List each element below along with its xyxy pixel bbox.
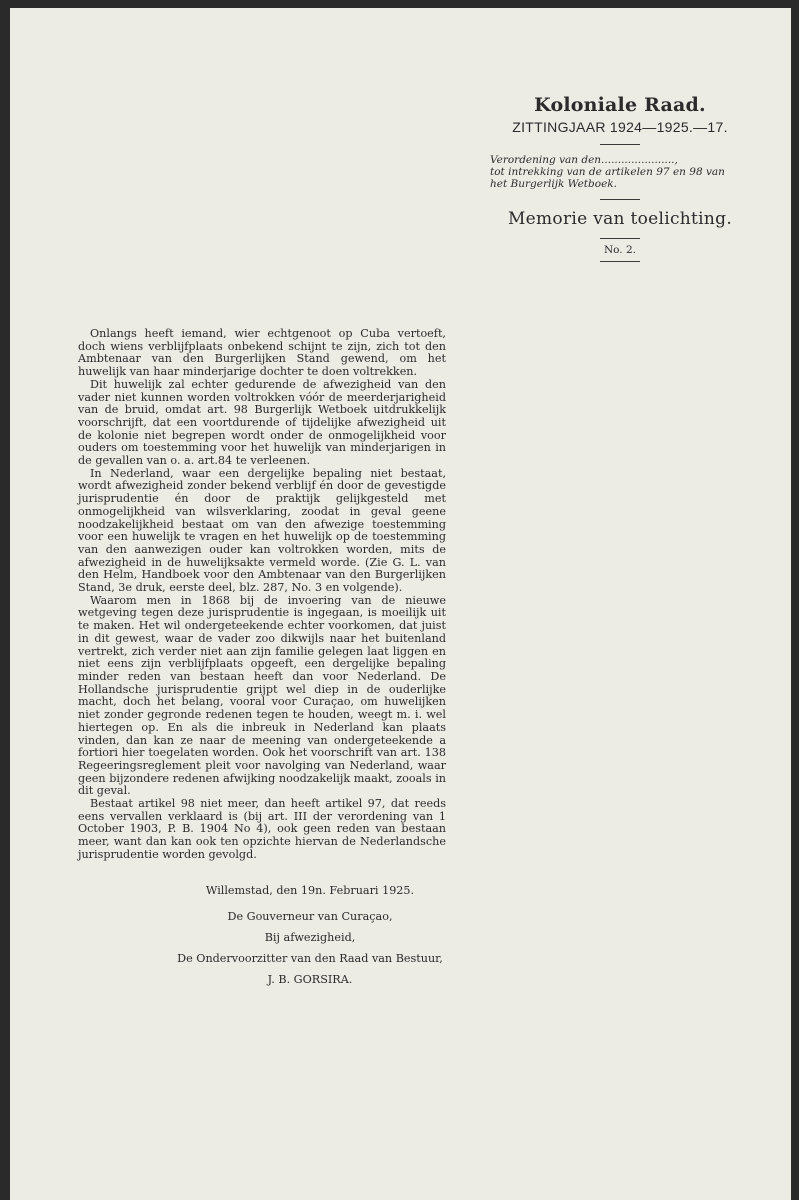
ordinance-line: het Burgerlijk Wetboek. [490, 178, 617, 190]
document-header [482, 94, 758, 262]
body-paragraph: Bestaat artikel 98 niet meer, dan heeft artikel 97, dat reeds eens vervallen verklaard is (bij art. III der verordening van 1 October 1903, P. B. 1904 No 4), ook geen reden van bestaan meer, want dan kan ook ten opzichte hiervan de Nederlandsche jurisprudentie worden gevolgd. [78, 797, 446, 861]
memorandum-body [78, 328, 446, 862]
ordinance-line: Verordening van den......................, [490, 154, 678, 166]
council-title: Koloniale Raad. [534, 94, 706, 116]
document-page [10, 8, 791, 1200]
body-paragraph: Waarom men in 1868 bij de invoering van de nieuwe wetgeving tegen deze jurisprudentie is ingegaan, is moeilijk uit te maken. Het wil ondergeteekende echter voorkomen, dat juist in dit gewest, waar de vader zoo dikwijls naar het buitenland vertrekt, zich verder niet aan zijn familie gelegen laat liggen en niet eens zijn verblijfplaats opgeeft, een dergelijke bepaling minder reden van bestaan heeft dan voor Nederland. De Hollandsche jurisprudentie grijpt wel diep in de ouderlijke macht, doch het belang, vooral voor Curaçao, om huwelijken niet zonder gegronde redenen tegen te houden, weegt m. i. wel hiertegen op. En als die inbreuk in Nederland kan plaats vinden, dan kan ze naar de meening van ondergeteekende a fortiori hier toegelaten worden. Ook het voorschrift van art. 138 Regeeringsreglement pleit voor navolging van Nederland, waar geen bijzondere redenen afwijking noodzakelijk maakt, zooals in dit geval. [78, 593, 446, 798]
header-divider [600, 199, 640, 200]
header-divider [600, 238, 640, 239]
ordinance-line: tot intrekking van de artikelen 97 en 98 van [490, 166, 725, 178]
signature-line: Bij afwezigheid, [264, 931, 356, 944]
header-divider [600, 261, 640, 262]
session-year: ZITTINGJAAR 1924—1925.—17. [512, 119, 728, 135]
signatory-name: J. B. GORSIRA. [267, 973, 353, 986]
signature-date: Willemstad, den 19n. Februari 1925. [205, 884, 415, 897]
body-paragraph: In Nederland, waar een dergelijke bepaling niet bestaat, wordt afwezigheid zonder bekend verblijf én door de gevestigde jurisprudentie én door de praktijk gelijkgesteld met onmogelijkheid van wilsverklaring, zoodat in geval geene noodzakelijkheid bestaat om van den afwezige toestemming voor een huwelijk te vragen en het huwelijk op de toestemming van den aanwezigen ouder kan voltrokken worden, mits de afwezigheid in de huwelijksakte vermeld worde. (Zie G. L. van den Helm, Handboek voor den Ambtenaar van den Burgerlijken Stand, 3e druk, eerste deel, blz. 287, No. 3 en volgende). [78, 466, 446, 595]
document-subtitle: Memorie van toelichting. [507, 209, 733, 229]
signature-line: De Gouverneur van Curaçao, [227, 910, 393, 923]
body-paragraph: Dit huwelijk zal echter gedurende de afwezigheid van den vader niet kunnen worden voltrokken vóór de meerderjarigheid van de bruid, omdat art. 98 Burgerlijk Wetboek uitdrukkelijk voorschrijft, dat een voortdurende of tijdelijke afwezigheid uit de kolonie niet begrepen wordt onder de onmogelijkheid voor ouders om toestemming voor het huwelijk van minderjarigen in de gevallen van o. a. art.84 te verleenen. [78, 377, 446, 468]
signature-line: De Ondervoorzitter van den Raad van Bestuur, [177, 952, 443, 965]
signature-block [160, 884, 460, 994]
document-number: No. 2. [603, 244, 637, 256]
body-paragraph: Onlangs heeft iemand, wier echtgenoot op Cuba vertoeft, doch wiens verblijfplaats onbekend schijnt te zijn, zich tot den Ambtenaar van den Burgerlijken Stand gewend, om het huwelijk van haar minderjarige dochter te doen voltrekken. [78, 327, 446, 379]
header-divider [600, 144, 640, 145]
ordinance-title [490, 154, 752, 190]
